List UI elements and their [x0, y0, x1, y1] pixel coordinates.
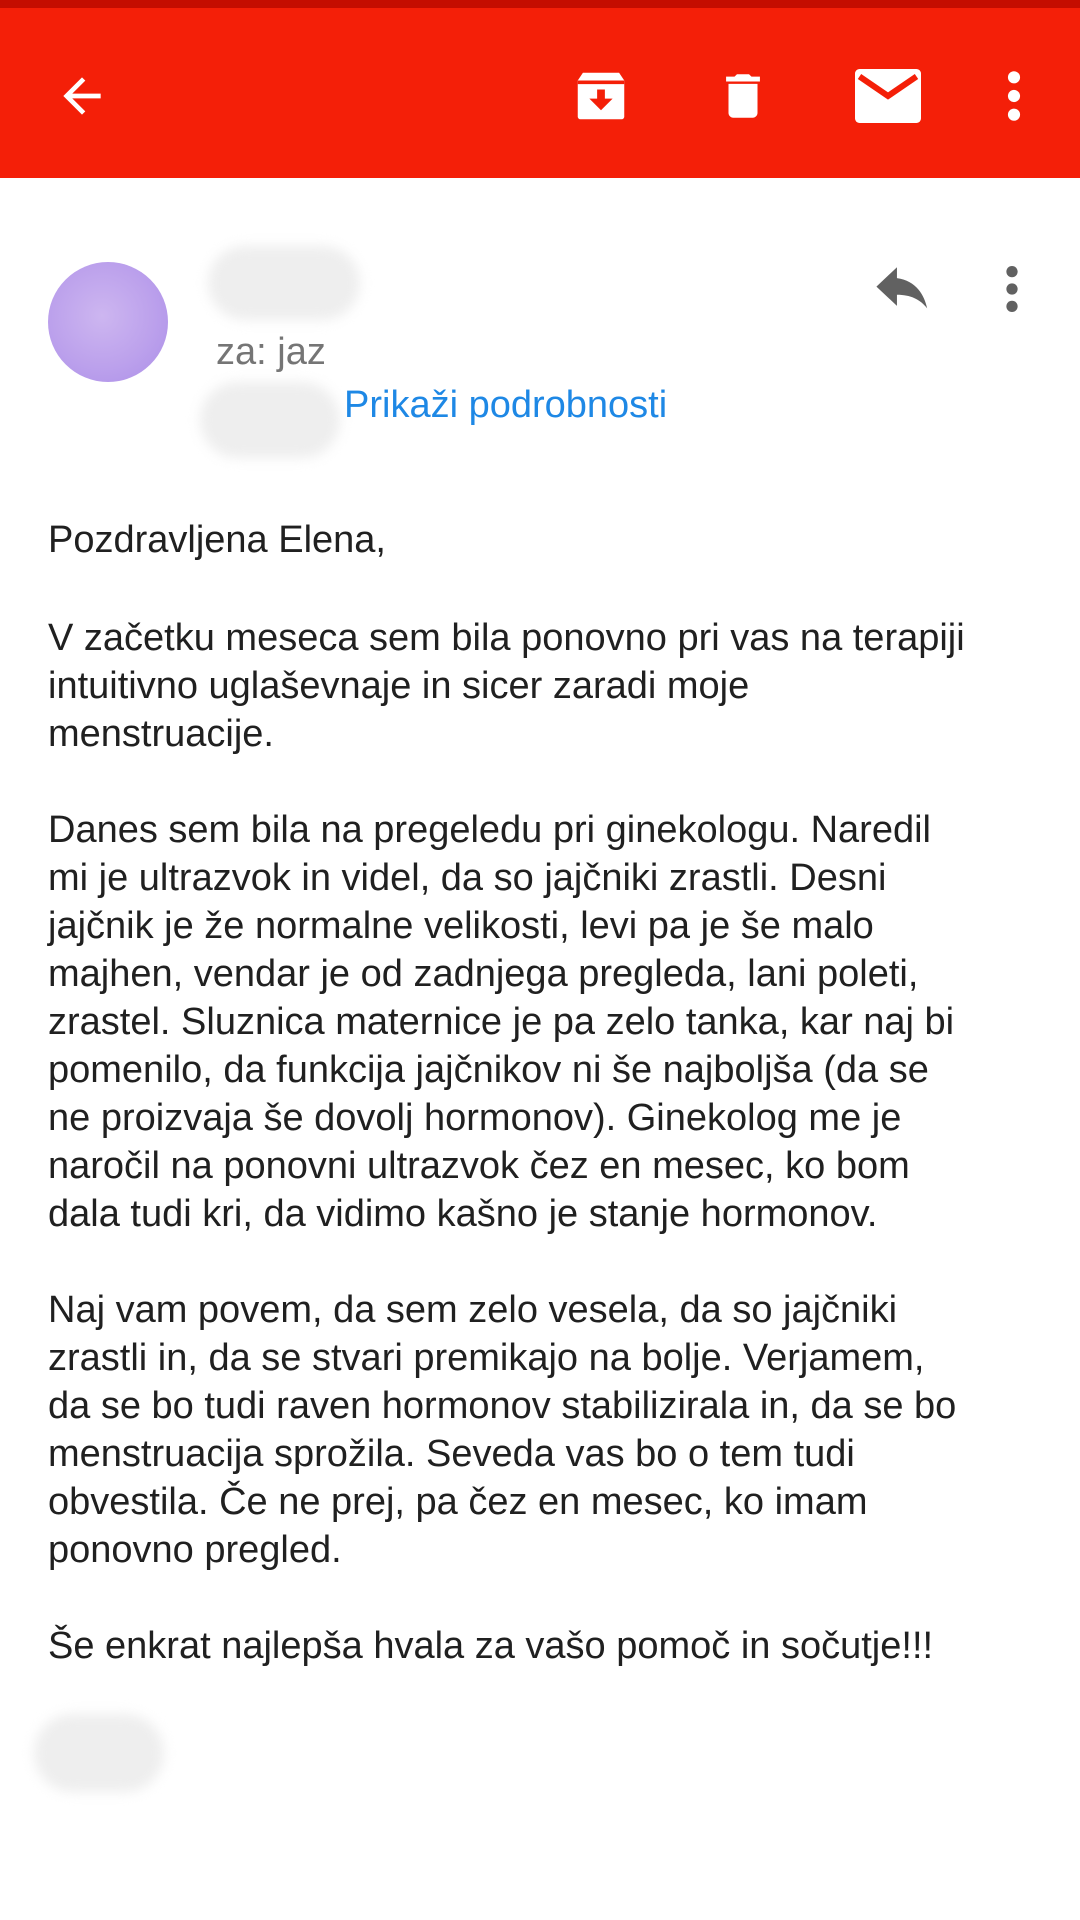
reply-icon — [874, 266, 932, 312]
message-paragraph: Še enkrat najlepša hvala za vašo pomoč in sočutje!!! — [48, 1625, 934, 1667]
message-paragraph: V začetku meseca sem bila ponovno pri vas na terapiji intuitivno uglaševnaje in sicer zaradi moje menstruacije. — [48, 617, 965, 755]
sender-name-redacted — [208, 246, 360, 320]
message-paragraph: Danes sem bila na pregeledu pri ginekologu. Naredil mi je ultrazvok in videl, da so jajčniki zrastli. Desni jajčnik je že normalne velikosti, levi pa je še malo majhen, vendar je od zadnjega pregleda, lani poleti, zrastel. Sluznica maternice je pa zelo tanka, kar naj bi pomenilo, da funkcija jajčnikov ni še najboljša (da se ne proizvaja še dovolj hormonov). Ginekolog me je naročil na ponovni ultrazvok čez en mesec, ko bom dala tudi kri, da vidimo kašno je stanje hormonov. — [48, 809, 955, 1235]
message-paragraph: Naj vam povem, da sem zelo vesela, da so jajčniki zrastli in, da se stvari premikajo na bolje. Verjamem, da se bo tudi raven hormonov stabilizirala in, da se bo menstruacija sprožila. Seveda vas bo o tem tudi obvestila. Če ne prej, pa čez en mesec, ko imam ponovno pregled. — [48, 1289, 957, 1571]
more-vert-icon — [1004, 68, 1024, 124]
recipient-line: za: jaz — [216, 331, 326, 373]
reply-button[interactable] — [858, 244, 948, 334]
mark-unread-button[interactable] — [840, 48, 936, 144]
arrow-back-icon — [54, 68, 110, 124]
back-button[interactable] — [34, 48, 130, 144]
signature-redacted — [34, 1714, 164, 1792]
archive-button[interactable] — [553, 48, 649, 144]
sender-avatar[interactable] — [48, 262, 168, 382]
show-details-link[interactable]: Prikaži podrobnosti — [344, 384, 668, 426]
top-app-bar — [0, 0, 1080, 178]
mail-icon — [852, 66, 924, 126]
delete-icon — [714, 65, 772, 127]
message-body — [48, 516, 1048, 1718]
archive-icon — [570, 65, 632, 127]
date-redacted — [200, 382, 340, 458]
message-greeting: Pozdravljena Elena, — [48, 519, 386, 561]
delete-button[interactable] — [695, 48, 791, 144]
more-vert-icon — [1004, 263, 1020, 315]
message-more-button[interactable] — [982, 244, 1042, 334]
toolbar-more-button[interactable] — [966, 48, 1062, 144]
